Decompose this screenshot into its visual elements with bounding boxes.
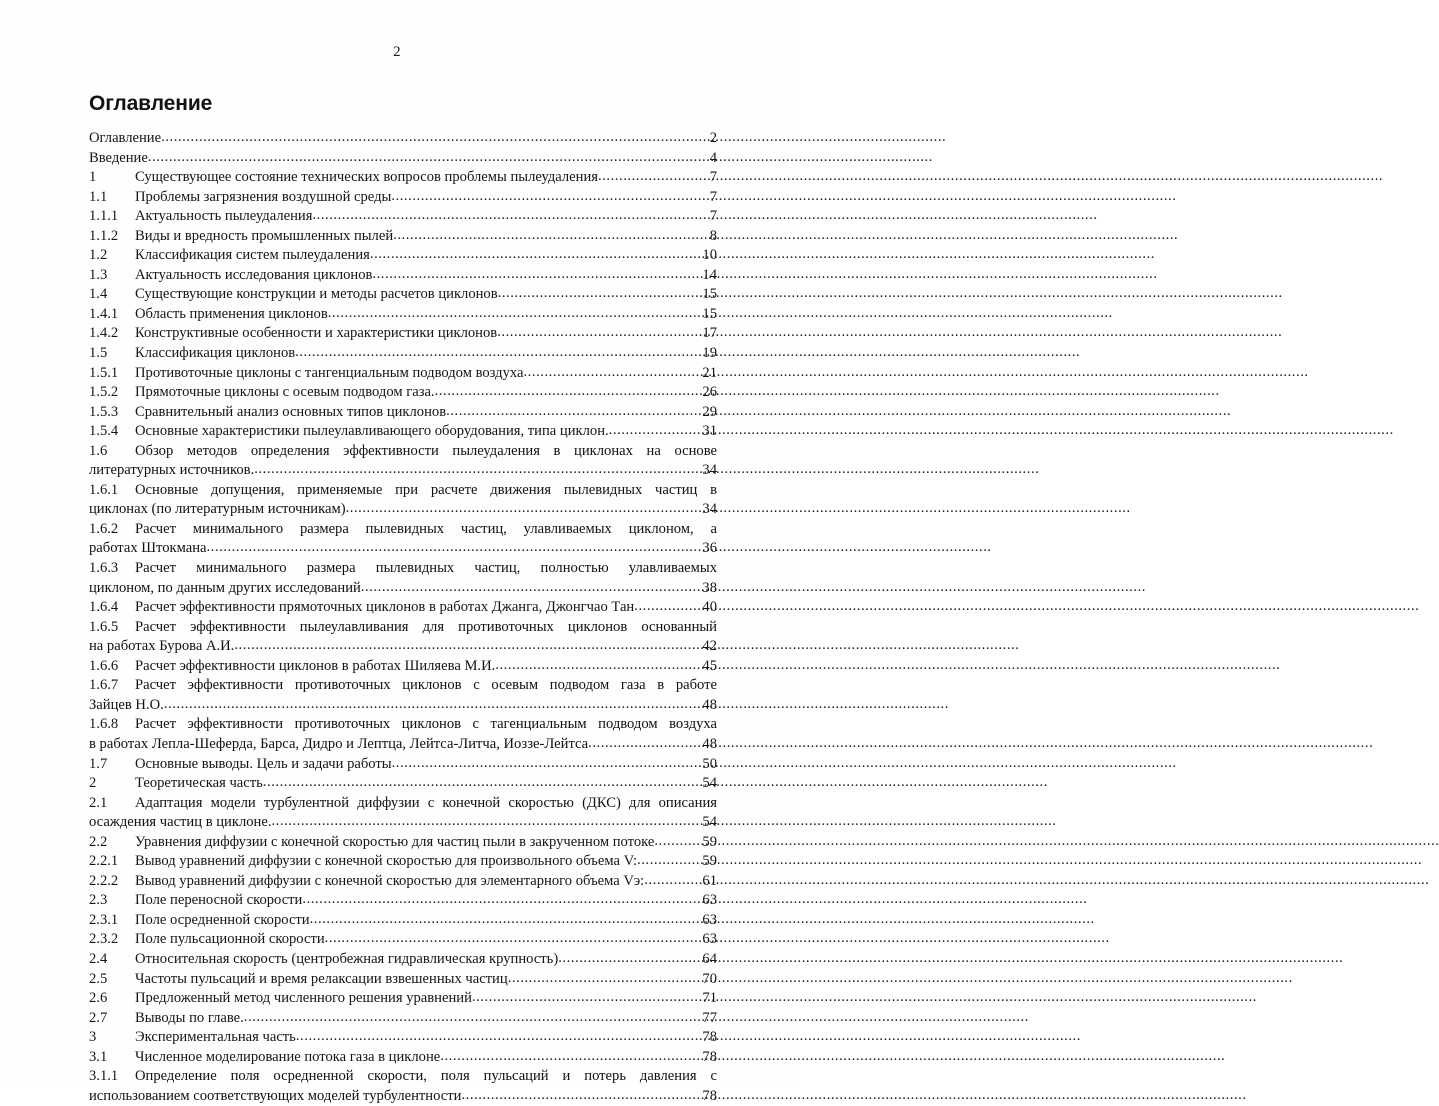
toc-entry-number: 1.6.6 bbox=[89, 657, 119, 674]
toc-entry[interactable] bbox=[89, 403, 717, 423]
toc-entry-label: Прямоточные циклоны с осевым подводом газа. bbox=[135, 384, 435, 401]
toc-entry-number: 1.6.3 bbox=[89, 560, 119, 577]
toc-entry[interactable] bbox=[89, 129, 717, 149]
toc-entry[interactable] bbox=[89, 852, 717, 872]
toc-entry[interactable] bbox=[89, 833, 717, 853]
toc-entry-label: Актуальность исследования циклонов bbox=[135, 266, 373, 283]
toc-leader-dots bbox=[634, 597, 702, 617]
toc-entry-number: 2 bbox=[89, 775, 97, 792]
toc-entry-number: 1.4.2 bbox=[89, 325, 119, 342]
toc-leader-dots bbox=[446, 402, 702, 422]
toc-entry-number: 1.4.1 bbox=[89, 305, 119, 322]
toc-entry-label: Классификация систем пылеудаления bbox=[135, 247, 370, 264]
toc-entry-number: 2.3.2 bbox=[89, 931, 119, 948]
toc-leader-dots bbox=[644, 871, 702, 891]
toc-entry-page: 4 bbox=[709, 149, 717, 166]
toc-entry-page: 78 bbox=[702, 1048, 717, 1065]
toc-entry-number: 2.2 bbox=[89, 833, 108, 850]
toc-entry-page: 19 bbox=[702, 345, 717, 362]
toc-entry-number: 1.2 bbox=[89, 247, 108, 264]
toc-entry-page: 17 bbox=[702, 325, 717, 342]
toc-entry[interactable] bbox=[89, 989, 717, 1009]
toc-entry-label: Оглавление bbox=[89, 130, 162, 146]
toc-entry-label: Уравнения диффузии с конечной скоростью для частиц пыли в закрученном потоке bbox=[135, 833, 655, 850]
toc-leader-dots bbox=[328, 304, 703, 324]
toc-leader-dots bbox=[558, 949, 702, 969]
toc-leader-dots bbox=[263, 773, 703, 793]
toc-entry-label: Расчет эффективности пылеулавливания для противоточных циклонов основанный bbox=[135, 618, 717, 635]
toc-leader-dots bbox=[393, 226, 710, 246]
toc-entry[interactable] bbox=[89, 872, 717, 892]
toc-entry-number: 1.5.2 bbox=[89, 384, 119, 401]
toc-entry[interactable] bbox=[89, 657, 717, 677]
toc-entry-page: 40 bbox=[702, 599, 717, 616]
toc-entry-page: 26 bbox=[702, 384, 717, 401]
toc-leader-dots bbox=[234, 636, 702, 656]
toc-entry-number: 1.6.7 bbox=[89, 677, 119, 694]
toc-entry[interactable] bbox=[89, 774, 717, 794]
toc-entry-page: 15 bbox=[702, 286, 717, 303]
toc-leader-dots bbox=[609, 421, 703, 441]
toc-entry[interactable] bbox=[89, 970, 717, 990]
toc-entry-page: 34 bbox=[702, 462, 717, 479]
toc-entry-label: Определение поля осредненной скорости, поля пульсаций и потерь давления с bbox=[135, 1068, 717, 1085]
toc-entry-label-continued: литературных источников. bbox=[89, 462, 255, 479]
toc-entry-number: 2.5 bbox=[89, 970, 108, 987]
toc-entry-page: 64 bbox=[702, 950, 717, 967]
toc-entry-page: 61 bbox=[702, 872, 717, 889]
page-number-header: 2 bbox=[393, 44, 401, 60]
toc-entry[interactable] bbox=[89, 618, 717, 657]
toc-entry[interactable] bbox=[89, 520, 717, 559]
toc-entry[interactable] bbox=[89, 324, 717, 344]
toc-leader-dots bbox=[302, 890, 702, 910]
toc-leader-dots bbox=[296, 1027, 703, 1047]
toc-entry[interactable] bbox=[89, 950, 717, 970]
toc-leader-dots bbox=[164, 695, 703, 715]
toc-entry[interactable] bbox=[89, 305, 717, 325]
toc-leader-dots bbox=[637, 851, 702, 871]
toc-entry-label: Численное моделирование потока газа в циклоне bbox=[135, 1048, 441, 1065]
toc-entry-number: 1.6.8 bbox=[89, 716, 119, 733]
toc-entry[interactable] bbox=[89, 1009, 717, 1029]
toc-entry[interactable] bbox=[89, 755, 717, 775]
toc-entry-page: 15 bbox=[702, 305, 717, 322]
toc-entry-number: 1.1 bbox=[89, 188, 108, 205]
toc-entry-page: 59 bbox=[702, 853, 717, 870]
toc-entry-label: Обзор методов определения эффективности пылеудаления в циклонах на основе bbox=[135, 442, 717, 459]
toc-entry-number: 1.1.2 bbox=[89, 227, 119, 244]
page-title: Оглавление bbox=[89, 92, 213, 115]
toc-entry-page: 78 bbox=[702, 1087, 717, 1104]
toc-entry[interactable] bbox=[89, 1048, 717, 1068]
toc-entry-label: Существующее состояние технических вопросов проблемы пылеудаления bbox=[135, 169, 598, 186]
toc-entry-number: 1.6.2 bbox=[89, 520, 119, 537]
toc-entry-number: 3.1 bbox=[89, 1048, 108, 1065]
toc-leader-dots bbox=[392, 754, 703, 774]
toc-leader-dots bbox=[370, 245, 703, 265]
toc-entry[interactable] bbox=[89, 891, 717, 911]
toc-entry-label-continued: в работах Лепла-Шеферда, Барса, Дидро и Лептца, Лейтса-Литча, Иоззе-Лейтса bbox=[89, 735, 589, 752]
toc-entry-page: 8 bbox=[709, 227, 717, 244]
toc-entry-label: Поле пульсационной скорости bbox=[135, 931, 325, 948]
toc-entry-page: 78 bbox=[702, 1029, 717, 1046]
toc-entry-label-continued: использованием соответствующих моделей турбулентности bbox=[89, 1087, 462, 1104]
toc-leader-dots bbox=[508, 969, 703, 989]
toc-leader-dots bbox=[310, 910, 703, 930]
toc-entry-label: Расчет минимального размера пылевидных частиц, улавливаемых циклоном, а bbox=[135, 520, 717, 537]
toc-entry-label-continued: осаждения частиц в циклоне. bbox=[89, 814, 272, 831]
toc-entry[interactable] bbox=[89, 364, 717, 384]
toc-entry-number: 3.1.1 bbox=[89, 1068, 119, 1085]
toc-leader-dots bbox=[361, 578, 703, 598]
toc-entry[interactable] bbox=[89, 149, 717, 169]
toc-entry-page: 45 bbox=[702, 657, 717, 674]
toc-entry-number: 2.2.2 bbox=[89, 872, 119, 889]
toc-entry-label: Расчет эффективности противоточных циклонов с осевым подводом газа в работе bbox=[135, 677, 717, 694]
toc-entry-page: 14 bbox=[702, 266, 717, 283]
toc-entry[interactable] bbox=[89, 383, 717, 403]
toc-leader-dots bbox=[271, 812, 702, 832]
toc-entry[interactable] bbox=[89, 794, 717, 833]
toc-entry-label-continued: работах Штокмана bbox=[89, 540, 207, 557]
toc-entry-page: 48 bbox=[702, 735, 717, 752]
toc-entry[interactable] bbox=[89, 598, 717, 618]
toc-entry-label: Предложенный метод численного решения уравнений bbox=[135, 990, 472, 1007]
toc-entry-label: Экспериментальная часть bbox=[135, 1029, 296, 1046]
toc-entry-label: Теоретическая часть bbox=[135, 775, 263, 792]
toc-entry[interactable] bbox=[89, 422, 717, 442]
toc-entry-label-continued: на работах Бурова А.И. bbox=[89, 638, 235, 655]
toc-leader-dots bbox=[148, 148, 710, 168]
toc-entry-page: 71 bbox=[702, 990, 717, 1007]
toc-entry-page: 29 bbox=[702, 403, 717, 420]
toc-entry[interactable] bbox=[89, 1028, 717, 1048]
toc-entry-page: 21 bbox=[702, 364, 717, 381]
toc-entry-label: Конструктивные особенности и характеристики циклонов bbox=[135, 325, 498, 342]
toc-leader-dots bbox=[325, 929, 703, 949]
toc-leader-dots bbox=[244, 1008, 703, 1028]
toc-entry-label: Поле осредненной скорости bbox=[135, 911, 310, 928]
toc-entry-label: Основные характеристики пылеулавливающего оборудования, типа циклон. bbox=[135, 423, 609, 440]
toc-entry-label: Основные выводы. Цель и задачи работы bbox=[135, 755, 392, 772]
toc-entry-label: Классификация циклонов bbox=[135, 345, 296, 362]
toc-entry-page: 50 bbox=[702, 755, 717, 772]
toc-entry[interactable] bbox=[89, 227, 717, 247]
toc-entry-number: 1.6.1 bbox=[89, 481, 119, 498]
toc-leader-dots bbox=[206, 538, 702, 558]
toc-entry-label: Введение bbox=[89, 149, 148, 166]
toc-entry-number: 1.6.4 bbox=[89, 599, 119, 616]
toc-leader-dots bbox=[523, 363, 702, 383]
toc-entry-label-continued: Зайцев Н.О. bbox=[89, 696, 164, 713]
toc-entry-label: Существующие конструкции и методы расчетов циклонов bbox=[135, 286, 498, 303]
toc-entry-label: Актуальность пылеудаления bbox=[135, 208, 313, 225]
toc-entry-label: Выводы по главе. bbox=[135, 1009, 244, 1026]
toc-leader-dots bbox=[472, 988, 703, 1008]
toc-entry-label: Основные допущения, применяемые при расчете движения пылевидных частиц в bbox=[135, 481, 717, 498]
toc-entry-number: 1 bbox=[89, 169, 97, 186]
toc-leader-dots bbox=[161, 128, 710, 148]
toc-entry-label-continued: циклоном, по данным других исследований bbox=[89, 579, 361, 596]
toc-leader-dots bbox=[391, 187, 709, 207]
toc-entry-page: 38 bbox=[702, 579, 717, 596]
toc-entry-number: 2.3.1 bbox=[89, 911, 119, 928]
toc-leader-dots bbox=[346, 499, 703, 519]
toc-entry-number: 2.7 bbox=[89, 1009, 108, 1026]
toc-entry-label: Сравнительный анализ основных типов циклонов bbox=[135, 403, 447, 420]
toc-entry-number: 1.5 bbox=[89, 345, 108, 362]
toc-leader-dots bbox=[461, 1086, 702, 1106]
toc-entry-number: 1.5.4 bbox=[89, 423, 119, 440]
toc-entry[interactable] bbox=[89, 715, 717, 754]
toc-leader-dots bbox=[498, 284, 703, 304]
toc-entry[interactable] bbox=[89, 207, 717, 227]
toc-entry-number: 1.6.5 bbox=[89, 618, 119, 635]
toc-leader-dots bbox=[435, 382, 703, 402]
table-of-contents-list bbox=[89, 129, 717, 1106]
toc-entry-label: Вывод уравнений диффузии с конечной скоростью для элементарного объема Vэ: bbox=[135, 872, 645, 889]
toc-entry-number: 1.5.1 bbox=[89, 364, 119, 381]
toc-entry-page: 7 bbox=[709, 188, 717, 205]
toc-entry-page: 63 bbox=[702, 892, 717, 909]
toc-entry-page: 34 bbox=[702, 501, 717, 518]
toc-entry-page: 54 bbox=[702, 814, 717, 831]
toc-entry-number: 3 bbox=[89, 1029, 97, 1046]
toc-entry-label: Область применения циклонов bbox=[135, 305, 328, 322]
toc-entry-page: 59 bbox=[702, 833, 717, 850]
toc-leader-dots bbox=[295, 343, 702, 363]
toc-entry-label: Расчет минимального размера пылевидных частиц, полностью улавливаемых bbox=[135, 560, 717, 577]
toc-entry-label: Частоты пульсаций и время релаксации взвешенных частиц bbox=[135, 970, 508, 987]
toc-entry[interactable] bbox=[89, 188, 717, 208]
toc-entry[interactable] bbox=[89, 911, 717, 931]
toc-entry-page: 54 bbox=[702, 775, 717, 792]
toc-entry-label: Проблемы загрязнения воздушной среды bbox=[135, 188, 392, 205]
toc-entry-number: 1.3 bbox=[89, 266, 108, 283]
toc-entry-label: Вывод уравнений диффузии с конечной скоростью для произвольного объема V: bbox=[135, 853, 638, 870]
toc-entry-page: 42 bbox=[702, 638, 717, 655]
toc-entry-label: Адаптация модели турбулентной диффузии с конечной скоростью (ДКС) для описания bbox=[135, 794, 717, 811]
toc-entry-page: 48 bbox=[702, 696, 717, 713]
toc-leader-dots bbox=[598, 167, 710, 187]
toc-entry[interactable] bbox=[89, 1067, 717, 1106]
toc-entry-label: Расчет эффективности противоточных циклонов с тагенциальным подводом воздуха bbox=[135, 716, 717, 733]
toc-entry-page: 70 bbox=[702, 970, 717, 987]
toc-entry[interactable] bbox=[89, 168, 717, 188]
toc-entry[interactable] bbox=[89, 285, 717, 305]
toc-entry-page: 2 bbox=[709, 130, 717, 146]
toc-entry-number: 1.6 bbox=[89, 442, 108, 459]
toc-entry-page: 63 bbox=[702, 931, 717, 948]
toc-leader-dots bbox=[440, 1047, 702, 1067]
toc-entry-page: 36 bbox=[702, 540, 717, 557]
toc-entry-number: 1.4 bbox=[89, 286, 108, 303]
toc-leader-dots bbox=[372, 265, 702, 285]
toc-entry-page: 7 bbox=[709, 208, 717, 225]
toc-entry[interactable] bbox=[89, 266, 717, 286]
toc-leader-dots bbox=[254, 460, 702, 480]
toc-entry-page: 7 bbox=[709, 169, 717, 186]
toc-entry[interactable] bbox=[89, 559, 717, 598]
toc-entry-label: Расчет эффективности циклонов в работах Шиляева М.И. bbox=[135, 657, 496, 674]
toc-entry[interactable] bbox=[89, 442, 717, 481]
toc-entry-label: Относительная скорость (центробежная гидравлическая крупность) bbox=[135, 950, 559, 967]
toc-entry-number: 1.1.1 bbox=[89, 208, 119, 225]
toc-entry-label: Расчет эффективности прямоточных циклонов в работах Джанга, Джонгчао Тан bbox=[135, 599, 635, 616]
toc-leader-dots bbox=[495, 656, 702, 676]
toc-entry-label: Поле переносной скорости bbox=[135, 892, 303, 909]
toc-entry[interactable] bbox=[89, 481, 717, 520]
toc-entry[interactable] bbox=[89, 930, 717, 950]
toc-entry-page: 31 bbox=[702, 423, 717, 440]
toc-leader-dots bbox=[312, 206, 709, 226]
toc-entry-number: 2.6 bbox=[89, 990, 108, 1007]
toc-entry-page: 10 bbox=[702, 247, 717, 264]
toc-leader-dots bbox=[588, 734, 702, 754]
page-content bbox=[89, 92, 717, 1106]
toc-leader-dots bbox=[497, 323, 702, 343]
toc-entry-page: 63 bbox=[702, 911, 717, 928]
toc-entry-label: Противоточные циклоны с тангенциальным подводом воздуха bbox=[135, 364, 524, 381]
toc-entry-number: 1.7 bbox=[89, 755, 108, 772]
toc-entry-number: 1.5.3 bbox=[89, 403, 119, 420]
toc-entry-label: Виды и вредность промышленных пылей bbox=[135, 227, 394, 244]
toc-entry-label-continued: циклонах (по литературным источникам) bbox=[89, 501, 346, 518]
toc-entry[interactable] bbox=[89, 246, 717, 266]
toc-entry[interactable] bbox=[89, 676, 717, 715]
toc-entry-number: 2.1 bbox=[89, 794, 108, 811]
toc-entry-number: 2.4 bbox=[89, 950, 108, 967]
toc-entry-page: 77 bbox=[702, 1009, 717, 1026]
toc-leader-dots bbox=[654, 832, 702, 852]
toc-entry-number: 2.3 bbox=[89, 892, 108, 909]
toc-entry[interactable] bbox=[89, 344, 717, 364]
toc-entry-number: 2.2.1 bbox=[89, 853, 119, 870]
